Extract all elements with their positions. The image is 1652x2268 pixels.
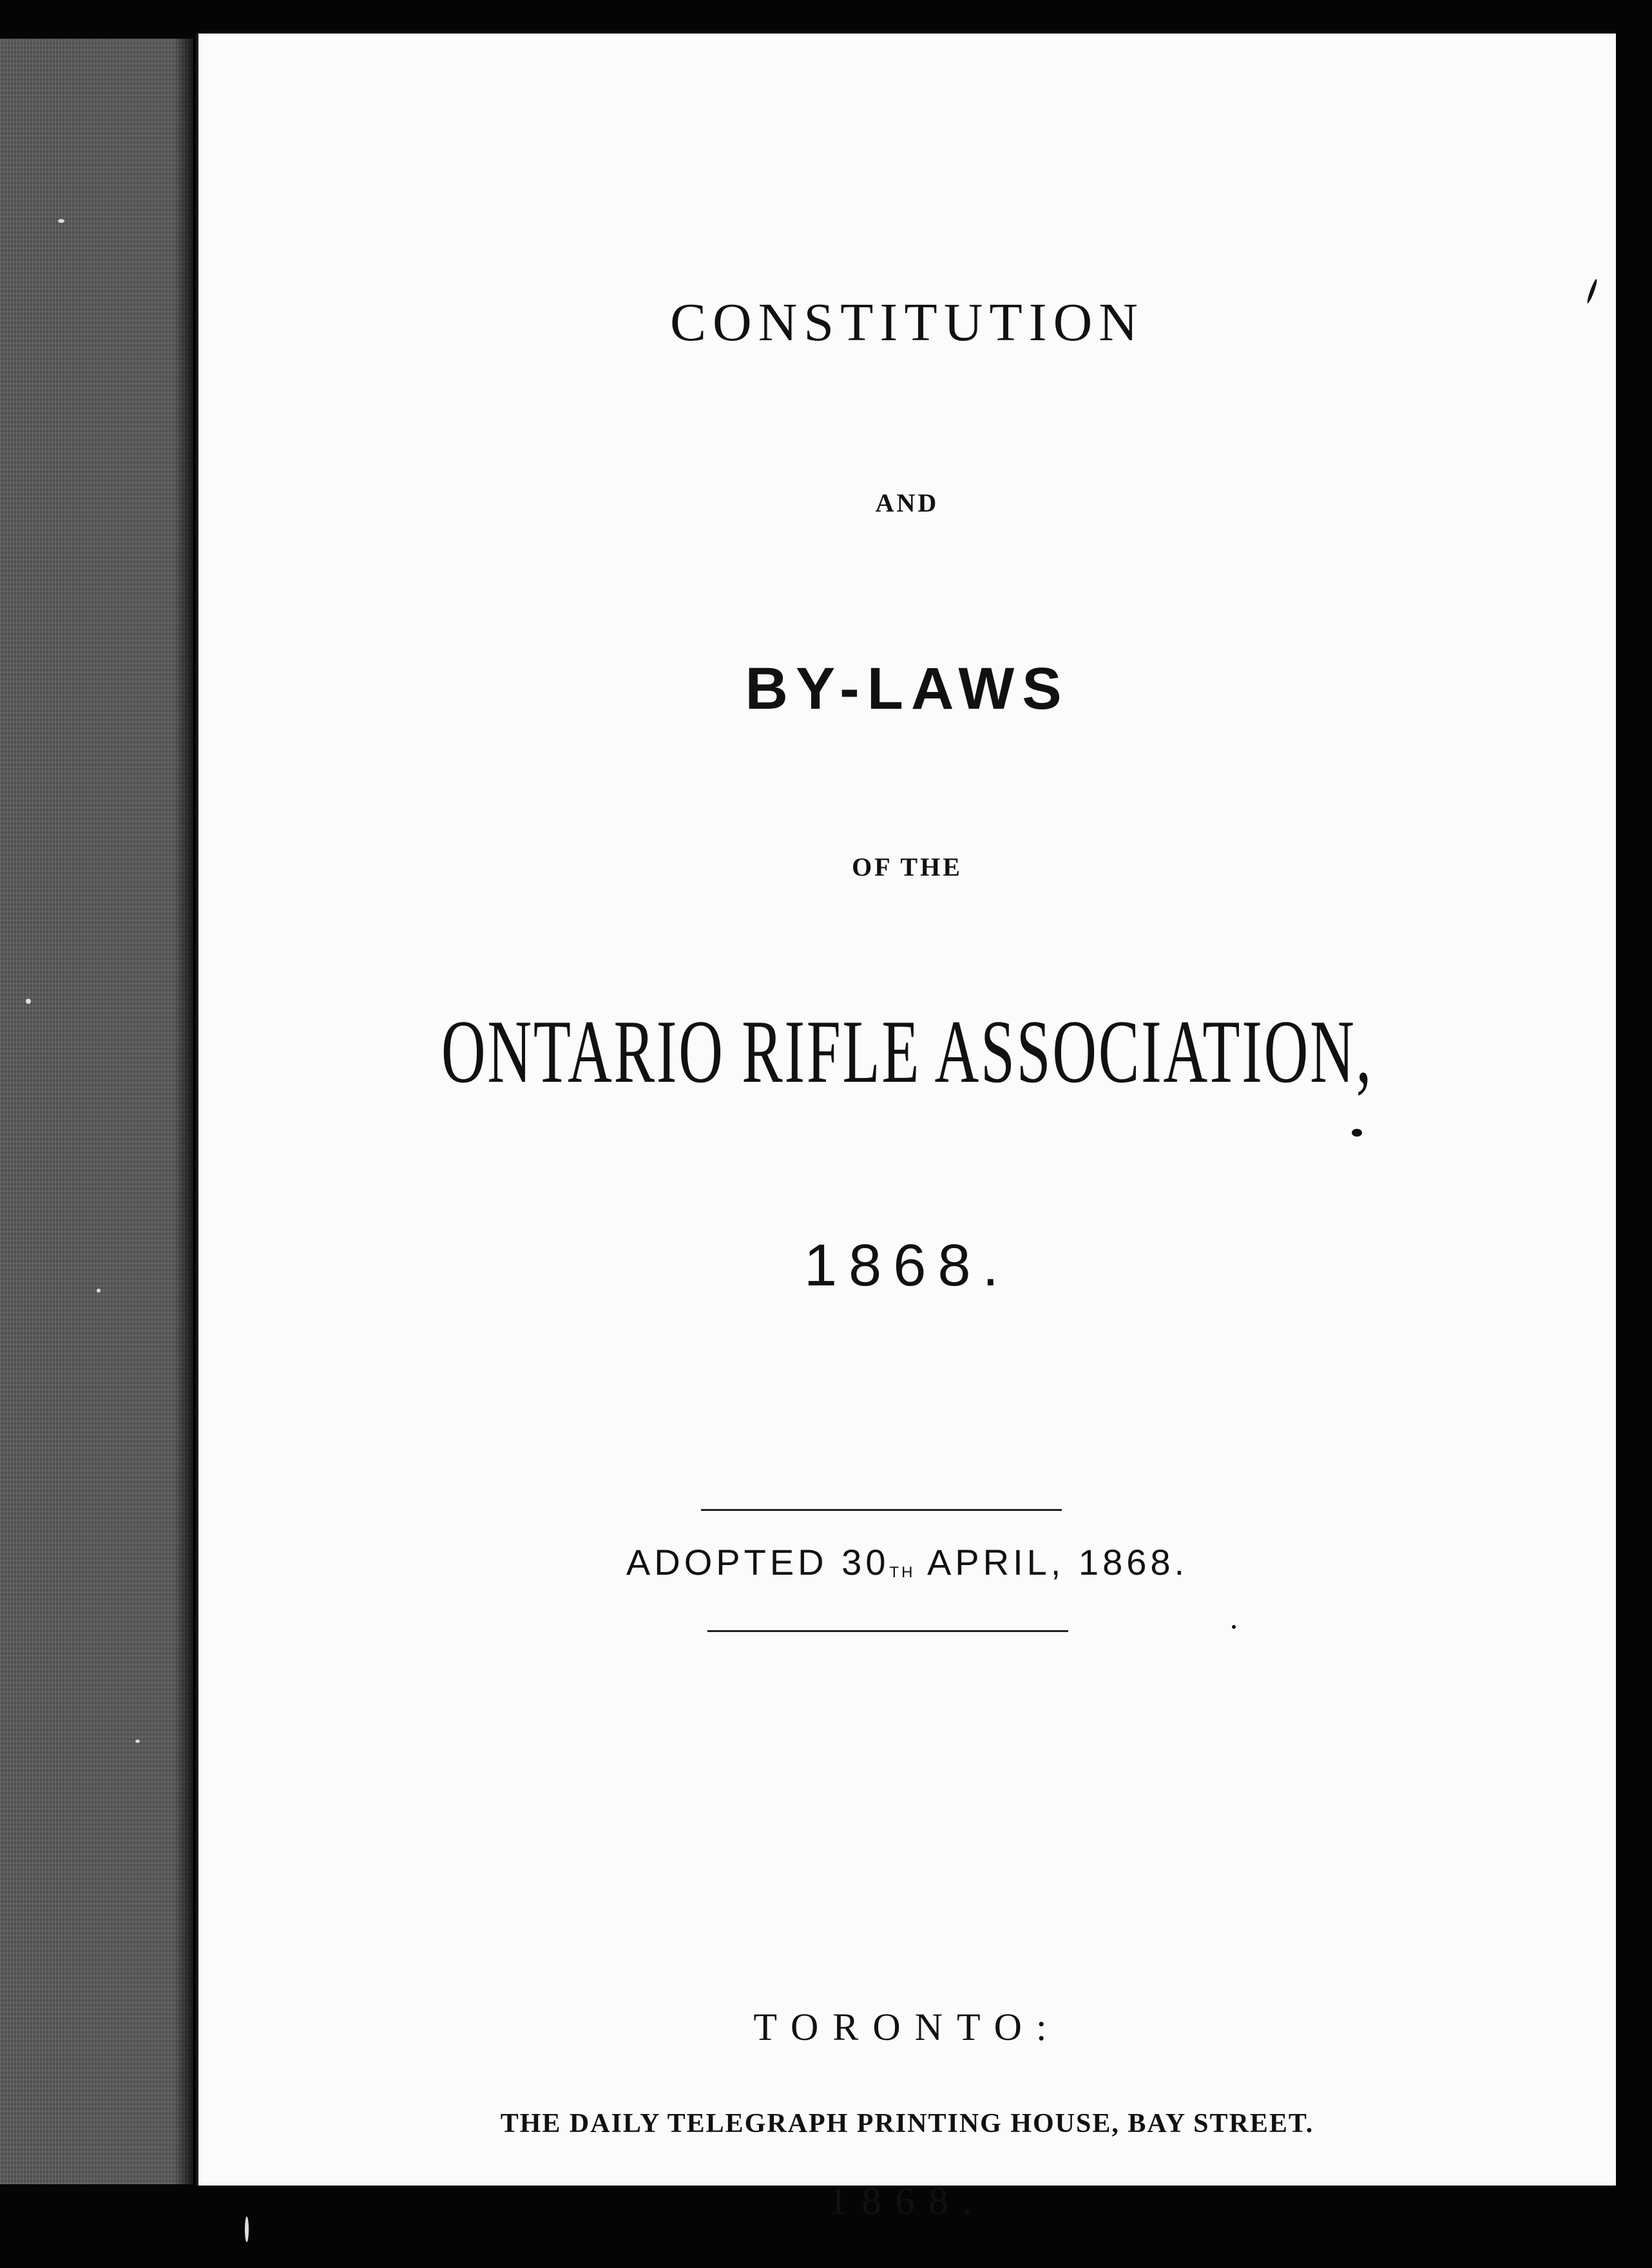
ink-speck bbox=[1352, 1129, 1362, 1137]
book-spine bbox=[0, 39, 193, 2184]
adopted-suffix: APRIL, 1868. bbox=[915, 1542, 1189, 1582]
ink-speck bbox=[1232, 1625, 1236, 1629]
dust-speck bbox=[26, 999, 31, 1004]
adopted-prefix: ADOPTED 30 bbox=[626, 1542, 890, 1582]
imprint-printer: THE DAILY TELEGRAPH PRINTING HOUSE, BAY STREET. bbox=[500, 2109, 1314, 2138]
title-page bbox=[196, 34, 1616, 2222]
spine-shadow bbox=[174, 39, 196, 2184]
imprint-city: TORONTO: bbox=[753, 2006, 1061, 2048]
imprint-year: 1868. bbox=[828, 2180, 986, 2222]
bottom-rule bbox=[707, 1630, 1068, 1632]
dust-speck bbox=[58, 219, 64, 223]
dust-speck bbox=[245, 2216, 249, 2242]
title-and: AND bbox=[875, 488, 939, 517]
adopted-ordinal: TH bbox=[889, 1564, 916, 1581]
title-by-laws: BY-LAWS bbox=[745, 656, 1070, 722]
title-of-the: OF THE bbox=[852, 852, 963, 881]
organization-name: ONTARIO RIFLE ASSOCIATION, bbox=[441, 1002, 1374, 1102]
title-year: 1868. bbox=[803, 1233, 1011, 1298]
dust-speck bbox=[97, 1289, 101, 1293]
title-constitution: CONSTITUTION bbox=[670, 293, 1144, 352]
adopted-date bbox=[198, 1541, 1616, 1583]
dust-speck bbox=[135, 1740, 140, 1743]
top-rule bbox=[701, 1509, 1062, 1511]
